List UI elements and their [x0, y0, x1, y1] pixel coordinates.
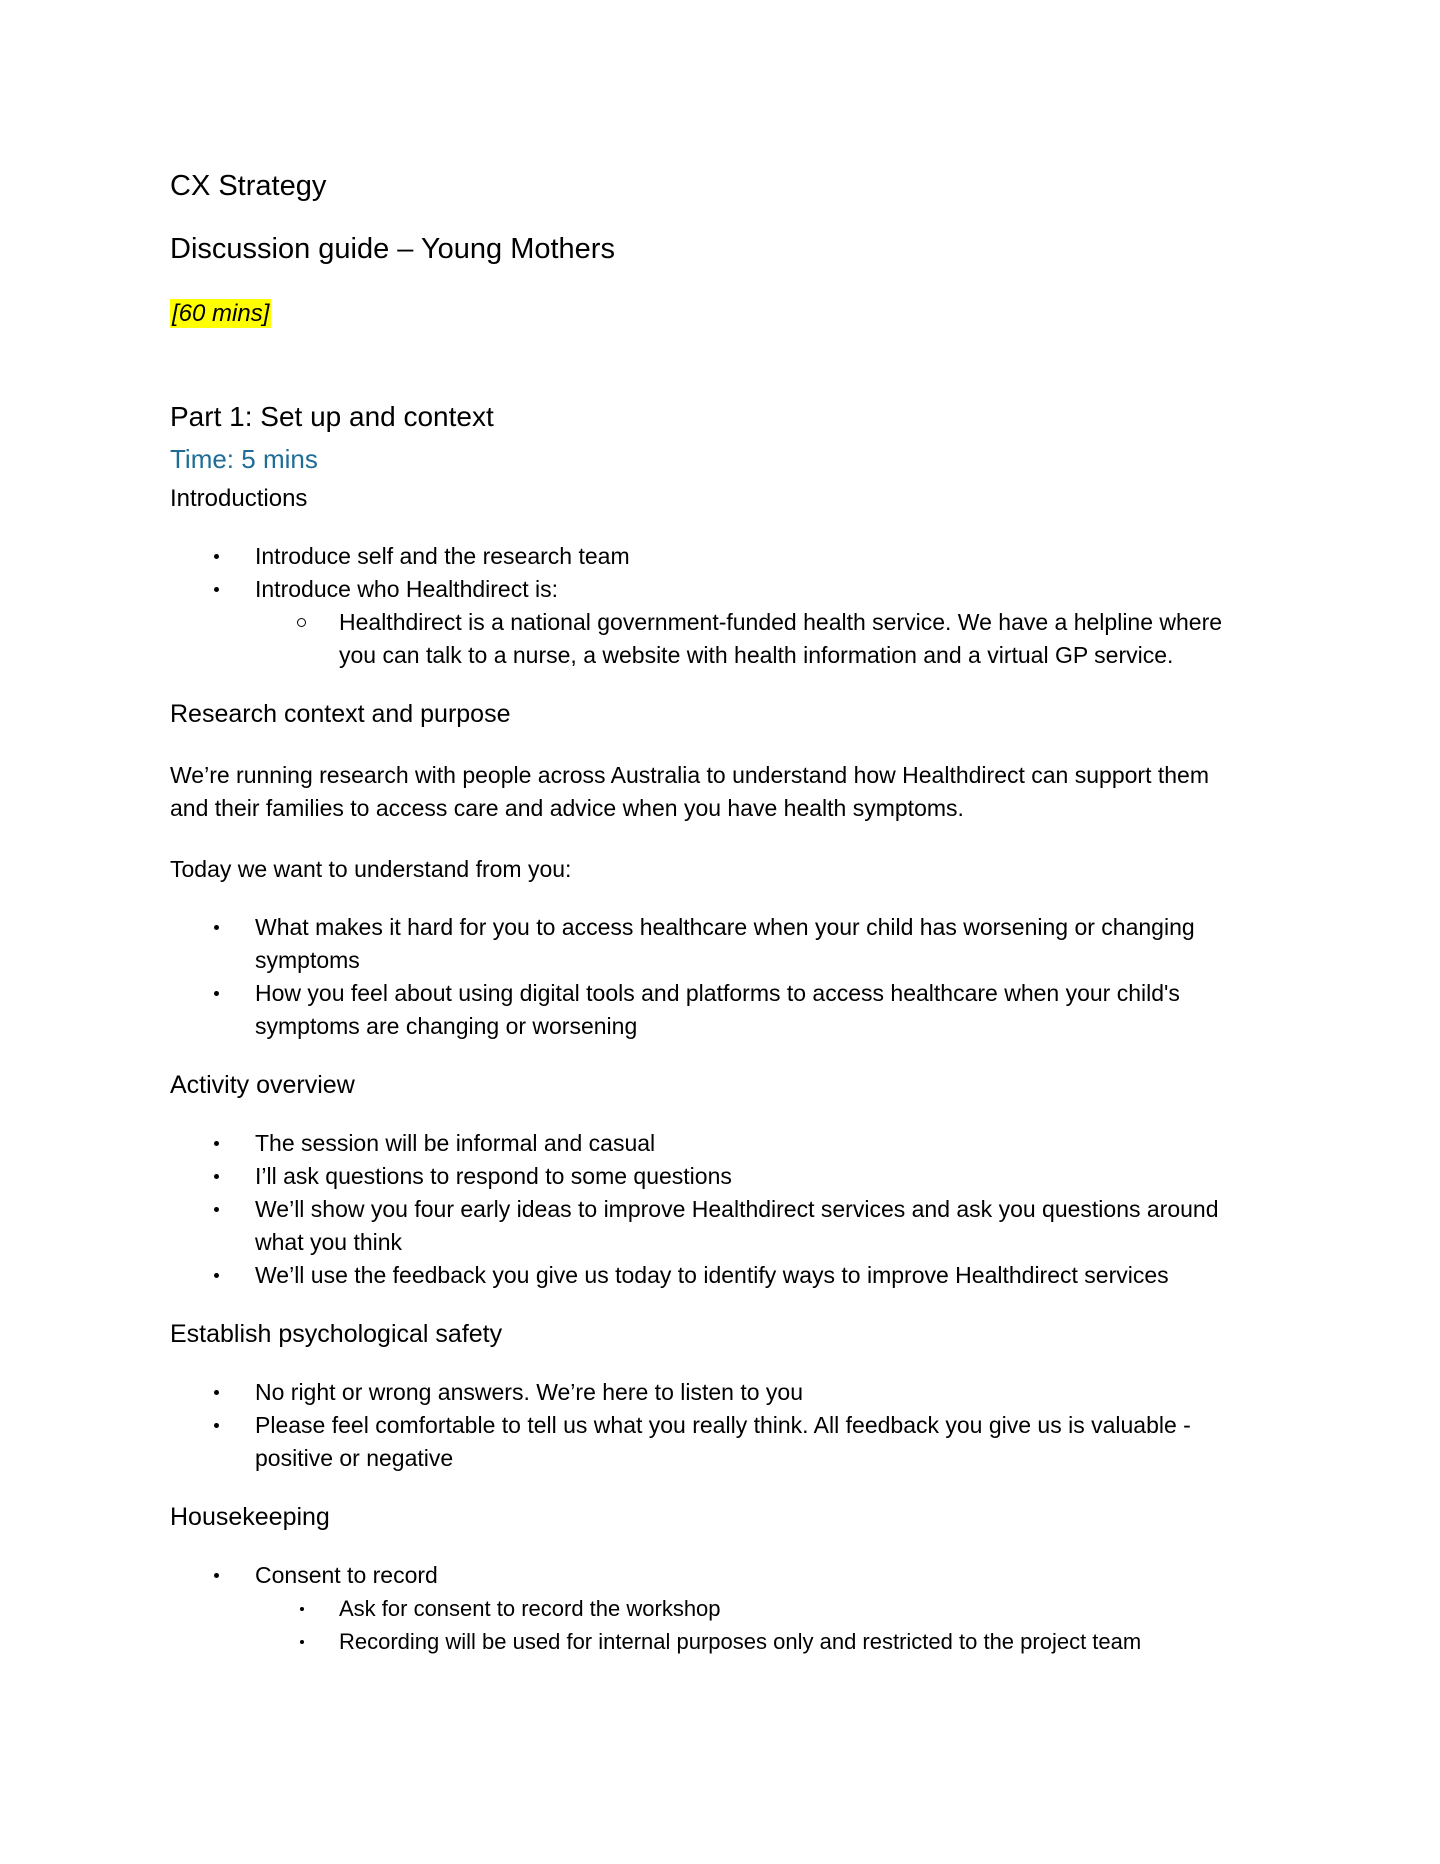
list-item: Ask for consent to record the workshop — [297, 1592, 1230, 1625]
research-list — [212, 911, 1230, 1043]
list-item: What makes it hard for you to access healthcare when your child has worsening or changing symptoms — [212, 911, 1230, 977]
bullet-marker — [212, 573, 255, 606]
circle-bullet-marker — [297, 606, 339, 672]
housekeeping-heading: Housekeeping — [170, 1503, 330, 1531]
housekeeping-sublist — [297, 1592, 1230, 1658]
introductions-heading: Introductions — [170, 485, 308, 512]
list-item: Healthdirect is a national government-funded health service. We have a helpline where you can talk to a nurse, a website with health information and a virtual GP service. — [297, 606, 1230, 672]
bullet-marker — [212, 540, 255, 573]
list-item: Introduce self and the research team — [212, 540, 1230, 573]
research-intro-line: Today we want to understand from you: — [170, 856, 572, 882]
bullet-marker — [212, 977, 255, 1043]
list-item: Please feel comfortable to tell us what you really think. All feedback you give us is valuable - positive or negative — [212, 1409, 1230, 1475]
bullet-marker — [212, 1259, 255, 1292]
bullet-marker — [297, 1592, 339, 1625]
list-item: No right or wrong answers. We’re here to listen to you — [212, 1376, 1230, 1409]
list-item: We’ll show you four early ideas to improve Healthdirect services and ask you questions around what you think — [212, 1193, 1230, 1259]
duration-line — [170, 299, 1230, 329]
time-heading: Time: 5 mins — [170, 444, 318, 474]
bullet-marker — [212, 1559, 255, 1592]
activity-list — [212, 1127, 1230, 1292]
bullet-marker — [297, 1625, 339, 1658]
bullet-marker — [212, 1409, 255, 1475]
safety-list — [212, 1376, 1230, 1475]
list-item: Introduce who Healthdirect is: — [212, 573, 1230, 606]
list-item: We’ll use the feedback you give us today to identify ways to improve Healthdirect services — [212, 1259, 1230, 1292]
bullet-marker — [212, 1127, 255, 1160]
document-title: CX Strategy — [170, 170, 327, 202]
part1-heading: Part 1: Set up and context — [170, 401, 494, 432]
document-subtitle: Discussion guide – Young Mothers — [170, 233, 615, 265]
bullet-marker — [212, 1193, 255, 1259]
activity-heading: Activity overview — [170, 1071, 355, 1099]
list-item: How you feel about using digital tools and platforms to access healthcare when your child's symptoms are changing or worsening — [212, 977, 1230, 1043]
list-item: I’ll ask questions to respond to some questions — [212, 1160, 1230, 1193]
introductions-sublist — [297, 606, 1230, 672]
list-item: The session will be informal and casual — [212, 1127, 1230, 1160]
bullet-marker — [212, 1376, 255, 1409]
list-item: Consent to record — [212, 1559, 1230, 1592]
bullet-marker — [212, 1160, 255, 1193]
bullet-marker — [212, 911, 255, 977]
list-item: Recording will be used for internal purposes only and restricted to the project team — [297, 1625, 1230, 1658]
housekeeping-list — [212, 1559, 1230, 1592]
research-paragraph: We’re running research with people across Australia to understand how Healthdirect can support them and their families to access care and advice when you have health symptoms. — [170, 762, 1209, 821]
safety-heading: Establish psychological safety — [170, 1320, 503, 1348]
research-heading: Research context and purpose — [170, 700, 511, 728]
duration-highlight: [60 mins] — [172, 300, 270, 327]
introductions-list — [212, 540, 1230, 606]
